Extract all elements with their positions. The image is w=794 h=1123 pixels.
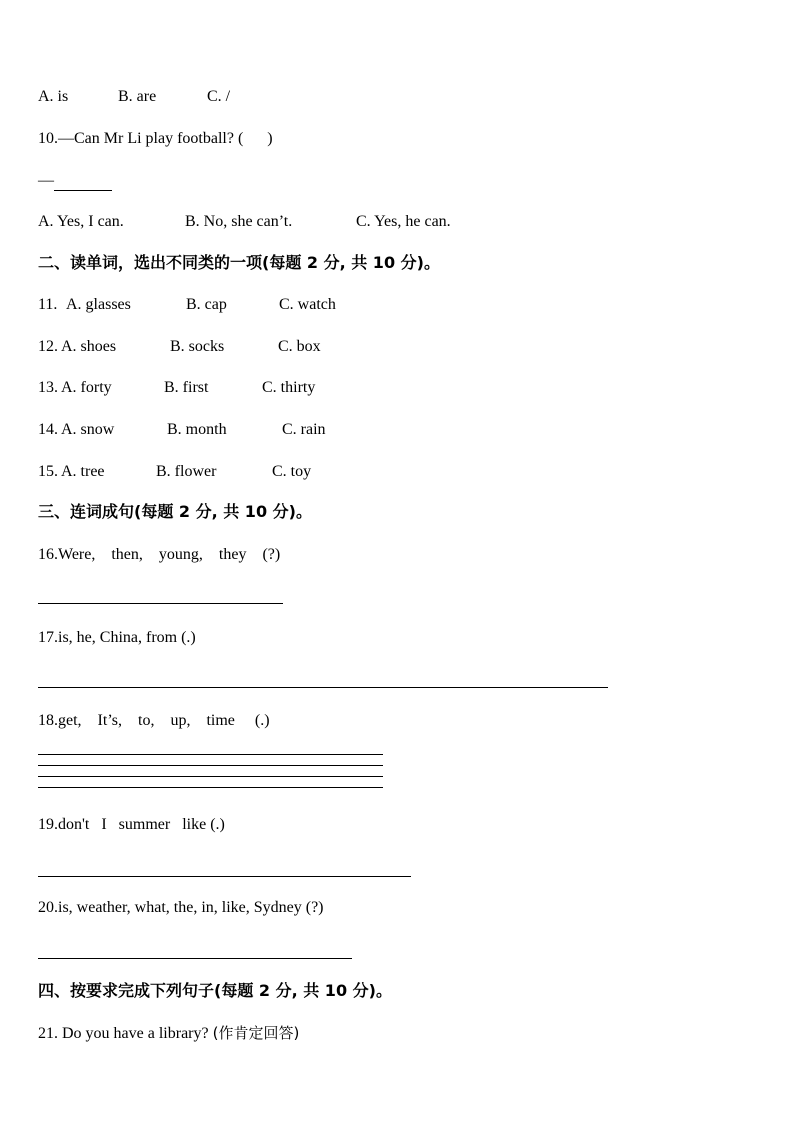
q10-option-c: C. Yes, he can. (356, 213, 451, 230)
q12-number: 12. (38, 338, 58, 355)
q10-option-b: B. No, she can’t. (185, 213, 293, 230)
q21-text: Do you have a library? (58, 1025, 213, 1042)
q11-option-c: C. watch (279, 296, 336, 313)
q14-option-b: B. month (167, 421, 227, 438)
q10-number: 10. (38, 130, 58, 147)
q19-prompt (38, 815, 225, 835)
q15-option-c: C. toy (272, 463, 312, 480)
q18-answer-line-2[interactable] (38, 765, 383, 766)
q15-number: 15. (38, 463, 58, 480)
q19-number: 19. (38, 816, 58, 833)
q11-option-b: B. cap (186, 296, 227, 313)
q19-answer-line[interactable] (38, 876, 411, 877)
q12-option-c: C. box (278, 338, 321, 355)
q18-words: get, It’s, to, up, time (.) (58, 712, 270, 729)
q19-words: don't I summer like (.) (58, 816, 225, 833)
q12-option-b: B. socks (170, 338, 225, 355)
q16-words: Were, then, young, they (?) (58, 546, 281, 563)
q9-option-b: B. are (118, 88, 157, 105)
q16-prompt (38, 545, 280, 565)
q18-answer-line-1[interactable] (38, 754, 383, 755)
q18-answer-line-4[interactable] (38, 787, 383, 788)
q12-option-a: A. shoes (61, 338, 117, 355)
q10-reply-dash: — (38, 172, 54, 189)
q13-number: 13. (38, 379, 58, 396)
q17-words: is, he, China, from (.) (58, 629, 196, 646)
q21-prompt (38, 1023, 299, 1044)
q10-prompt (38, 129, 273, 149)
q15-option-b: B. flower (156, 463, 217, 480)
q18-prompt (38, 711, 270, 731)
q21-number: 21. (38, 1025, 58, 1042)
q9-option-a: A. is (38, 88, 69, 105)
q15-option-a: A. tree (61, 463, 105, 480)
q10-reply (38, 171, 112, 191)
q18-answer-line-3[interactable] (38, 776, 383, 777)
q10-answer-blank[interactable] (54, 176, 112, 191)
q17-answer-line[interactable] (38, 687, 608, 688)
q21-instruction: (作肯定回答) (212, 1024, 300, 1042)
section2-title: 二、读单词，选出不同类的一项(每题 2 分, 共 10 分)。 (38, 253, 440, 272)
q10-text: —Can Mr Li play football? ( ) (58, 130, 273, 147)
q13-option-c: C. thirty (262, 379, 316, 396)
q14-number: 14. (38, 421, 58, 438)
q20-answer-line[interactable] (38, 958, 352, 959)
q16-number: 16. (38, 546, 58, 563)
q11-number: 11. (38, 296, 58, 313)
q18-number: 18. (38, 712, 58, 729)
q17-number: 17. (38, 629, 58, 646)
section4-title: 四、按要求完成下列句子(每题 2 分, 共 10 分)。 (38, 981, 392, 1000)
section3-title: 三、连词成句(每题 2 分, 共 10 分)。 (38, 502, 312, 521)
q13-option-a: A. forty (61, 379, 112, 396)
q10-option-a: A. Yes, I can. (38, 213, 124, 230)
q20-number: 20. (38, 899, 58, 916)
q14-option-c: C. rain (282, 421, 326, 438)
q20-prompt (38, 898, 324, 918)
q17-prompt (38, 628, 196, 648)
q16-answer-line[interactable] (38, 603, 283, 604)
q20-words: is, weather, what, the, in, like, Sydney (?) (58, 899, 324, 916)
q9-option-c: C. / (207, 88, 231, 105)
q13-option-b: B. first (164, 379, 209, 396)
q11-option-a: A. glasses (66, 296, 131, 313)
q14-option-a: A. snow (61, 421, 115, 438)
